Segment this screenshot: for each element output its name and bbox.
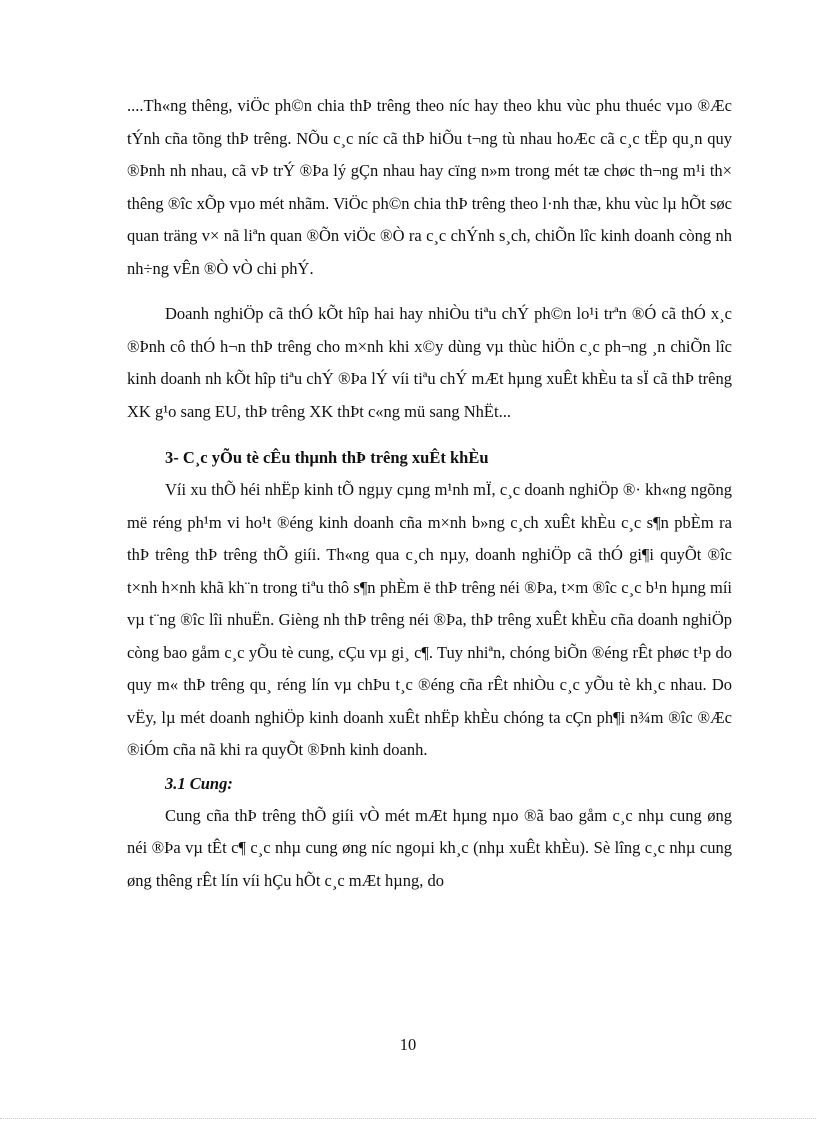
page-content — [127, 90, 732, 897]
paragraph-supply: Cung cña thÞ trêng thÕ giíi vÒ mét mÆt hµng nµo ®ã bao gåm c¸c nhµ cung øng néi ®Þa vµ tÊt c¶ c¸c nhµ cung øng níc ngoµi kh¸c (nhµ xuÊt khÈu). Sè lîng c¸c nhµ cung øng thêng rÊt lín víi hÇu hÕt c¸c mÆt hµng, do — [127, 805, 732, 890]
subsection-heading: 3.1 Cung: — [165, 773, 233, 793]
paragraph-market-division: ....Th«ng thêng, viÖc ph©n chia thÞ trêng theo níc hay theo khu vùc phu thuéc vµo ®Æc tÝnh cña tõng thÞ trêng. NÕu c¸c níc cã thÞ hiÕu t¬ng tù nhau hoÆc cã c¸c tËp qu¸n quy ®Þnh nh nhau, cã vÞ trÝ ®Þa lý gÇn nhau hay cïng n»m trong mét tæ chøc th¬ng m¹i th× thêng ®îc xÕp vµo mét nhãm. ViÖc ph©n chia thÞ trêng theo l·nh thæ, khu vùc lµ hÕt søc quan träng v× nã liªn quan ®Õn viÖc ®Ò ra c¸c chÝnh s¸ch, chiÕn lîc kinh doanh còng nh nh÷ng vÊn ®Ò vÒ chi phÝ. — [127, 96, 732, 278]
paragraph-export-market: Víi xu thÕ héi nhËp kinh tÕ ngµy cµng m¹nh mÏ, c¸c doanh nghiÖp ®· kh«ng ngõng më réng ph¹m vi ho¹t ®éng kinh doanh cña m×nh b»ng c¸ch xuÊt khÈu c¸c s¶n pbÈm ra thÞ trêng thÞ trêng thÕ giíi. Th«ng qua c¸ch nµy, doanh nghiÖp cã thÓ gi¶i quyÕt ®îc t×nh h×nh khã kh¨n trong tiªu thô s¶n phÈm ë thÞ trêng néi ®Þa, t×m ®îc c¸c b¹n hµng míi vµ t¨ng ®îc lîi nhuËn. Gièng nh thÞ trêng néi ®Þa, thÞ trêng xuÊt khÈu cña doanh nghiÖp còng bao gåm c¸c yÕu tè cung, cÇu vµ gi¸ c¶. Tuy nhiªn, chóng biÕn ®éng rÊt phøc t¹p do quy m« thÞ trêng qu¸ réng lín vµ chÞu t¸c ®éng cña rÊt nhiÒu c¸c yÕu tè kh¸c nhau. Do vËy, lµ mét doanh nghiÖp kinh doanh xuÊt nhËp khÈu chóng ta cÇn ph¶i n¾m ®îc ®Æc ®iÓm cña nã khi ra quyÕt ®Þnh kinh doanh. — [127, 480, 732, 759]
section-heading: 3- C¸c yÕu tè cÊu thµnh thÞ trêng xuÊt khÈu — [165, 448, 489, 467]
paragraph-combine-criteria: Doanh nghiÖp cã thÓ kÕt hîp hai hay nhiÒu tiªu chÝ ph©n lo¹i trªn ®Ó cã thÓ x¸c ®Þnh cô thÓ h¬n thÞ trêng cho m×nh khi x©y dùng vµ thùc hiÖn c¸c ph¬ng ¸n chiÕn lîc kinh doanh nh kÕt hîp tiªu chÝ ®Þa lÝ víi tiªu chÝ mÆt hµng xuÊt khÈu ta sÏ cã thÞ trêng XK g¹o sang EU, thÞ trêng XK thÞt c«ng mü sang NhËt... — [127, 304, 732, 421]
page-number: 10 — [399, 1035, 417, 1054]
page-bottom-border — [0, 1118, 816, 1119]
